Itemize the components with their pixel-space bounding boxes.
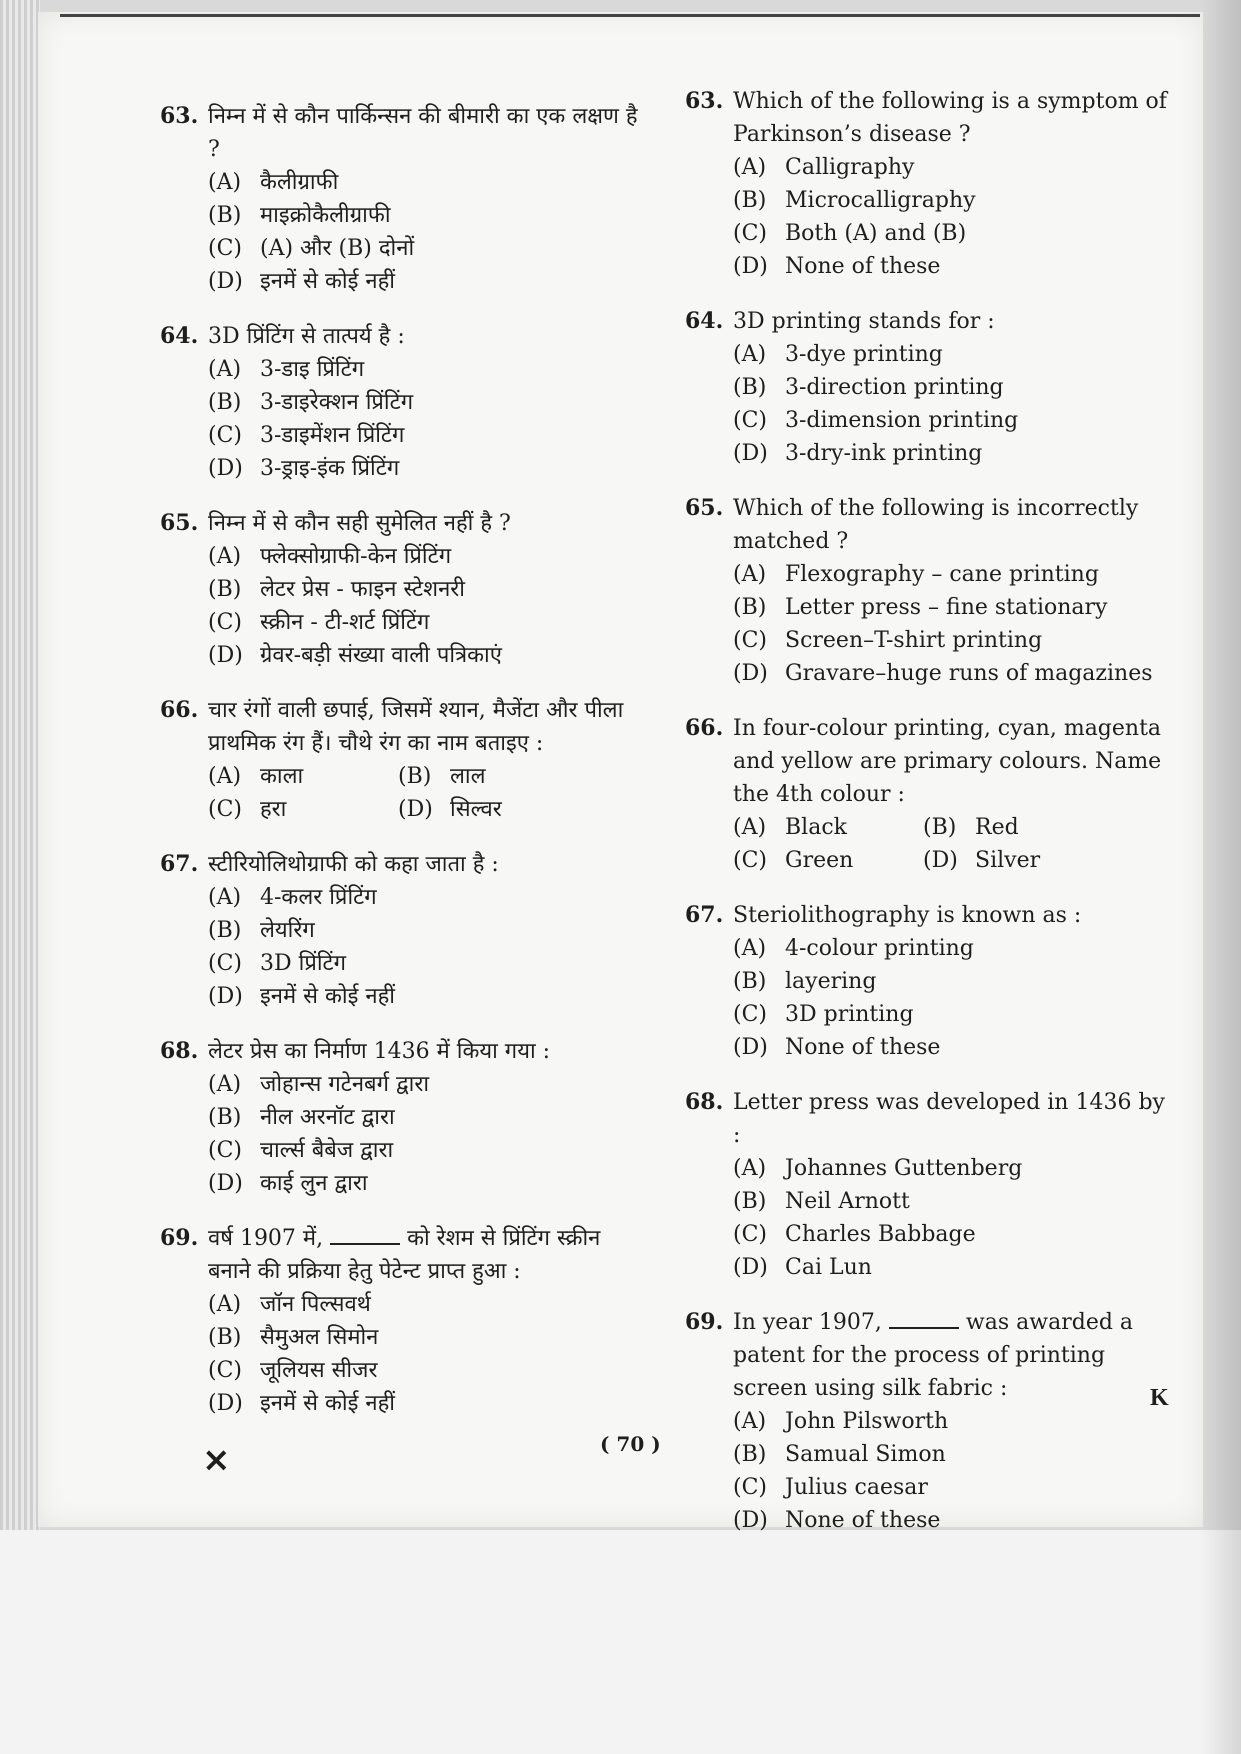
question-stem: Letter press was developed in 1436 by : [733, 1090, 1165, 1148]
hindi-column [160, 100, 660, 1442]
question-number: 65. [160, 510, 199, 536]
question-stem: 3D printing stands for : [733, 309, 995, 334]
question-hi-65 [160, 507, 660, 672]
option: (D) 3-ड्राइ-इंक प्रिंटिंग [208, 456, 400, 481]
question-hi-68 [160, 1035, 660, 1200]
question-hi-67 [160, 848, 660, 1013]
option: (C) चार्ल्स बैबेज द्वारा [208, 1138, 394, 1163]
question-number: 67. [160, 851, 199, 877]
question-number: 66. [685, 715, 724, 741]
question-stem: Steriolithography is known as : [733, 903, 1082, 928]
option: (B) Microcalligraphy [733, 188, 976, 213]
option: (D) Silver [923, 848, 1041, 873]
question-number: 65. [685, 495, 724, 521]
option: (A) 4-colour printing [733, 936, 974, 961]
option: (C) 3D प्रिंटिंग [208, 951, 347, 976]
option: (C) हरा [208, 797, 287, 822]
question-number: 68. [685, 1089, 724, 1115]
question-stem: In year 1907, was awarded a patent for the process of printing screen using silk fabric : [733, 1306, 1173, 1405]
option: (A) 3-dye printing [733, 342, 943, 367]
option: (B) माइक्रोकैलीग्राफी [208, 203, 391, 228]
fill-in-blank [330, 1223, 400, 1245]
option: (B) Neil Arnott [733, 1189, 910, 1214]
option: (D) Cai Lun [733, 1255, 872, 1280]
question-en-64 [685, 305, 1185, 470]
option: (D) इनमें से कोई नहीं [208, 1391, 396, 1416]
top-rule [60, 14, 1200, 17]
option-grid [160, 760, 660, 826]
option: (B) 3-डाइरेक्शन प्रिंटिंग [208, 390, 414, 415]
question-stem: वर्ष 1907 में, को रेशम से प्रिंटिंग स्क्रीन बनाने की प्रक्रिया हेतु पेटेन्ट प्राप्त हुआ : [208, 1222, 648, 1288]
question-number: 64. [160, 323, 199, 349]
question-hi-69 [160, 1222, 660, 1420]
option: (B) नील अरनॉट द्वारा [208, 1105, 395, 1130]
question-number: 68. [160, 1038, 199, 1064]
option: (B) 3-direction printing [733, 375, 1004, 400]
question-number: 63. [685, 88, 724, 114]
option: (A) 3-डाइ प्रिंटिंग [208, 357, 365, 382]
question-hi-63 [160, 100, 660, 298]
option: (B) सैमुअल सिमोन [208, 1325, 379, 1350]
option: (A) काला [208, 764, 304, 789]
fill-in-blank [889, 1307, 959, 1329]
question-stem: चार रंगों वाली छपाई, जिसमें श्यान, मैजेंटा और पीला प्राथमिक रंग हैं। चौथे रंग का नाम बताइए : [208, 698, 624, 756]
set-code: K [1150, 1385, 1169, 1411]
question-en-67 [685, 899, 1185, 1064]
question-en-68 [685, 1086, 1185, 1284]
question-en-63 [685, 85, 1185, 283]
question-stem: निम्न में से कौन पार्किन्सन की बीमारी का एक लक्षण है ? [208, 104, 638, 162]
option: (D) None of these [733, 1035, 941, 1060]
option: (D) ग्रेवर-बड़ी संख्या वाली पत्रिकाएं [208, 643, 502, 668]
option: (D) None of these [733, 1508, 941, 1533]
cross-mark: × [202, 1440, 231, 1480]
option: (B) Red [923, 815, 1019, 840]
question-hi-64 [160, 320, 660, 485]
option: (D) इनमें से कोई नहीं [208, 984, 396, 1009]
option: (C) 3-dimension printing [733, 408, 1019, 433]
option: (A) फ्लेक्सोग्राफी-केन प्रिंटिंग [208, 544, 452, 569]
question-number: 63. [160, 103, 199, 129]
option: (A) कैलीग्राफी [208, 170, 339, 195]
option: (A) Flexography – cane printing [733, 562, 1099, 587]
option: (C) स्क्रीन - टी-शर्ट प्रिंटिंग [208, 610, 430, 635]
option: (C) (A) और (B) दोनों [208, 236, 415, 261]
question-stem: Which of the following is incorrectly matched ? [733, 496, 1139, 554]
page-stack-edge [0, 0, 40, 1754]
option: (C) Screen–T-shirt printing [733, 628, 1043, 653]
question-number: 69. [685, 1309, 724, 1335]
option: (B) Samual Simon [733, 1442, 946, 1467]
option: (C) Julius caesar [733, 1475, 928, 1500]
option: (D) Gravare–huge runs of magazines [733, 661, 1153, 686]
option: (C) Charles Babbage [733, 1222, 976, 1247]
option: (B) लाल [398, 764, 486, 789]
question-hi-66 [160, 694, 660, 826]
option: (A) Calligraphy [733, 155, 915, 180]
question-stem: निम्न में से कौन सही सुमेलित नहीं है ? [208, 511, 511, 536]
scan-bottom-margin [0, 1530, 1241, 1754]
option: (C) Green [733, 848, 854, 873]
option-grid [685, 811, 1185, 877]
english-column [685, 85, 1185, 1559]
question-stem: In four-colour printing, cyan, magenta and yellow are primary colours. Name the 4th colour : [733, 716, 1162, 807]
question-number: 67. [685, 902, 724, 928]
option: (A) जॉन पिल्सवर्थ [208, 1292, 371, 1317]
option: (A) Johannes Guttenberg [733, 1156, 1023, 1181]
option: (D) इनमें से कोई नहीं [208, 269, 396, 294]
option: (D) काई लुन द्वारा [208, 1171, 368, 1196]
option: (B) layering [733, 969, 877, 994]
option: (A) जोहान्स गटेनबर्ग द्वारा [208, 1072, 430, 1097]
question-number: 66. [160, 697, 199, 723]
question-number: 64. [685, 308, 724, 334]
option: (D) None of these [733, 254, 941, 279]
question-number: 69. [160, 1225, 199, 1251]
option: (A) Black [733, 815, 847, 840]
page-number: ( 70 ) [600, 1432, 661, 1456]
option: (B) लेटर प्रेस - फाइन स्टेशनरी [208, 577, 465, 602]
option: (A) John Pilsworth [733, 1409, 949, 1434]
question-stem: स्टीरियोलिथोग्राफी को कहा जाता है : [208, 852, 499, 877]
question-en-69 [685, 1306, 1185, 1537]
option: (A) 4-कलर प्रिंटिंग [208, 885, 377, 910]
option: (D) 3-dry-ink printing [733, 441, 983, 466]
option: (B) लेयरिंग [208, 918, 315, 943]
option: (C) 3D printing [733, 1002, 914, 1027]
option: (C) Both (A) and (B) [733, 221, 967, 246]
option: (D) सिल्वर [398, 797, 502, 822]
question-stem: लेटर प्रेस का निर्माण 1436 में किया गया : [208, 1039, 551, 1064]
option: (B) Letter press – fine stationary [733, 595, 1108, 620]
option: (C) जूलियस सीजर [208, 1358, 378, 1383]
right-shadow [1201, 0, 1241, 1754]
question-stem: 3D प्रिंटिंग से तात्पर्य है : [208, 324, 405, 349]
question-en-65 [685, 492, 1185, 690]
question-en-66 [685, 712, 1185, 877]
option: (C) 3-डाइमेंशन प्रिंटिंग [208, 423, 405, 448]
question-stem: Which of the following is a symptom of Parkinson’s disease ? [733, 89, 1167, 147]
